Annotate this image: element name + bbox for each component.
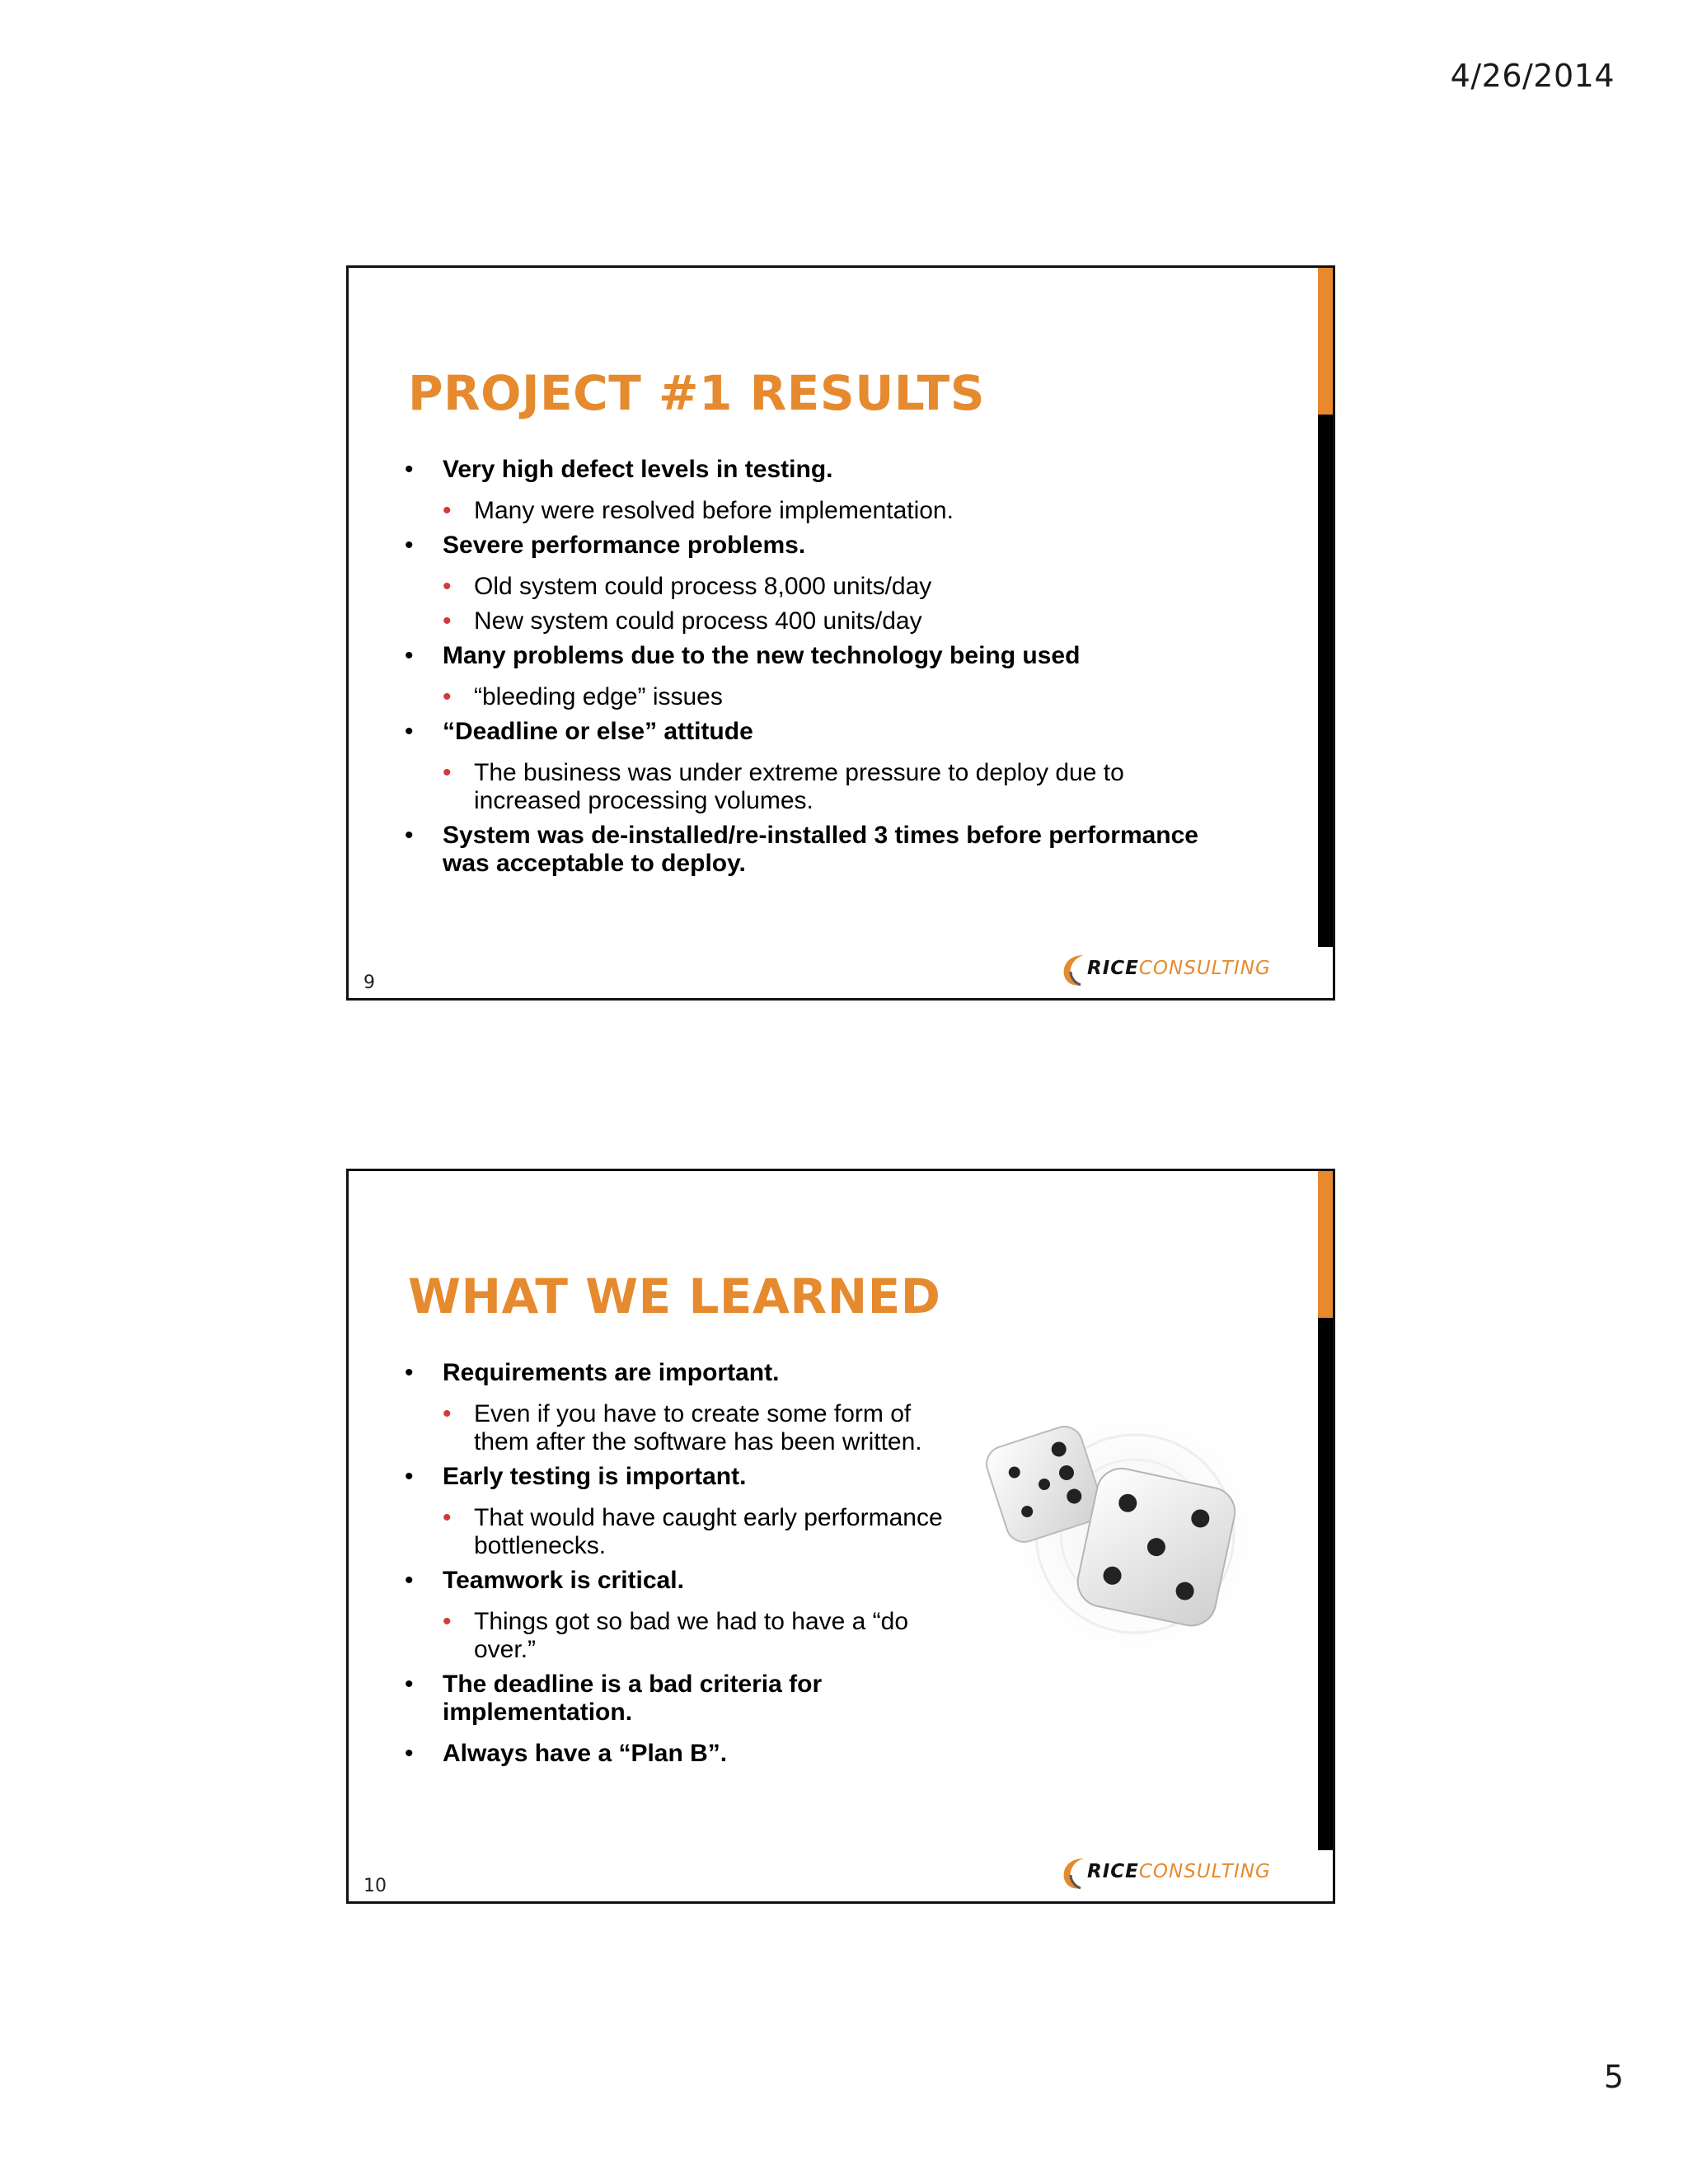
bullet-glyph: • bbox=[443, 607, 452, 635]
bullet-glyph: • bbox=[443, 759, 452, 786]
logo-rice-text: RICE bbox=[1087, 1861, 1139, 1882]
bullet-item: • Requirements are important. bbox=[405, 1359, 780, 1386]
bullet-item: • The deadline is a bad criteria for implementation. bbox=[405, 1671, 823, 1726]
bullet-glyph: • bbox=[405, 456, 414, 483]
bullet-glyph: • bbox=[405, 532, 414, 559]
slide-title: WHAT WE LEARNED bbox=[408, 1268, 941, 1324]
bullet-item: • System was de-installed/re-installed 3 times before performance was acceptable to deploy. bbox=[405, 822, 1198, 877]
page-date: 4/26/2014 bbox=[1450, 58, 1615, 94]
bullet-item: • Early testing is important. bbox=[405, 1463, 747, 1490]
sub-bullet-item: • Things got so bad we had to have a “do over.” bbox=[443, 1608, 909, 1663]
logo-consulting-text: CONSULTING bbox=[1138, 1861, 1271, 1882]
sub-bullet-item: • New system could process 400 units/day bbox=[443, 607, 922, 635]
bullet-glyph: • bbox=[443, 1608, 452, 1635]
rice-consulting-logo bbox=[1059, 1854, 1298, 1893]
bullet-glyph: • bbox=[405, 1359, 414, 1386]
bullet-item: • Many problems due to the new technology being used bbox=[405, 642, 1081, 669]
bullet-item: • Very high defect levels in testing. bbox=[405, 456, 833, 483]
bullet-glyph: • bbox=[443, 497, 452, 524]
bullet-glyph: • bbox=[443, 573, 452, 600]
dice-icon bbox=[970, 1385, 1250, 1666]
bullet-glyph: • bbox=[405, 1463, 414, 1490]
slide-9 bbox=[346, 265, 1335, 1001]
slide-number: 10 bbox=[363, 1876, 387, 1896]
bullet-glyph: • bbox=[443, 1504, 452, 1531]
bullet-glyph: • bbox=[443, 1400, 452, 1427]
logo-rice-text: RICE bbox=[1087, 958, 1139, 979]
slide-10 bbox=[346, 1169, 1335, 1904]
sub-bullet-item: • “bleeding edge” issues bbox=[443, 683, 723, 710]
bullet-glyph: • bbox=[405, 1740, 414, 1767]
bullet-list bbox=[405, 1359, 965, 1781]
rice-consulting-logo bbox=[1059, 950, 1298, 990]
sub-bullet-item: • The business was under extreme pressure to deploy due to increased processing volumes. bbox=[443, 759, 1124, 814]
sub-bullet-item: • Even if you have to create some form of them after the software has been written. bbox=[443, 1400, 922, 1455]
slide-title: PROJECT #1 RESULTS bbox=[408, 365, 985, 421]
bullet-item: • Severe performance problems. bbox=[405, 532, 806, 559]
bullet-item: • “Deadline or else” attitude bbox=[405, 718, 753, 745]
sub-bullet-item: • Many were resolved before implementation. bbox=[443, 497, 954, 524]
sub-bullet-item: • Old system could process 8,000 units/day bbox=[443, 573, 932, 600]
bullet-glyph: • bbox=[405, 718, 414, 745]
bullet-glyph: • bbox=[443, 683, 452, 710]
page-number: 5 bbox=[1603, 2059, 1624, 2095]
accent-bar bbox=[1318, 268, 1333, 998]
bullet-glyph: • bbox=[405, 642, 414, 669]
sub-bullet-item: • That would have caught early performance bottlenecks. bbox=[443, 1504, 943, 1559]
bullet-glyph: • bbox=[405, 1567, 414, 1594]
bullet-list bbox=[405, 456, 1229, 891]
bullet-item: • Teamwork is critical. bbox=[405, 1567, 684, 1594]
slide-number: 9 bbox=[363, 972, 375, 993]
logo-consulting-text: CONSULTING bbox=[1138, 958, 1271, 979]
accent-bar bbox=[1318, 1171, 1333, 1901]
bullet-item: • Always have a “Plan B”. bbox=[405, 1740, 728, 1767]
bullet-glyph: • bbox=[405, 1671, 414, 1698]
bullet-glyph: • bbox=[405, 822, 414, 849]
